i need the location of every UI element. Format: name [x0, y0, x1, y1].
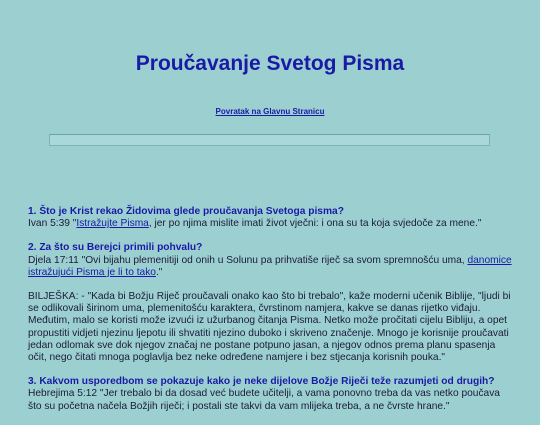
question-2: 2. Za što su Berejci primili pohvalu?	[28, 242, 203, 254]
home-link-container	[0, 107, 540, 116]
answer-2-link[interactable]: danomice istražujući Pisma je li to tako	[28, 254, 512, 278]
study-content	[28, 206, 514, 425]
divider	[49, 134, 490, 146]
question-1: 1. Što je Krist rekao Židovima glede proučavanja Svetoga pisma?	[28, 206, 344, 217]
question-block-3	[28, 376, 514, 413]
answer-1-prefix: Ivan 5:39 "	[28, 218, 77, 230]
note-block: BILJEŠKA: - "Kada bi Božju Riječ proučavali onako kao što bi trebalo", kaže moderni učenik Biblije, "ljudi bi se odlikovali širinom uma, plemenitošću karaktera, čvrstinom namjera, kakve se danas rijetko viđaju. Međutim, malo se koristi može izvući iz užurbanog čitanja Pisma. Netko može pročitati cijelu Bibliju, a opet propustiti vidjeti njezinu ljepotu ili shvatiti njezino duboko i skriveno značenje. Mnogo je korisnije proučavati jedan odlomak sve dok njegov značaj ne postane potpuno jasan, a njegov odnos prema planu spasenja očit, nego čitati mnoga poglavlja bez neke određene namjere i bez stjecanja korisnih pouka."	[28, 291, 511, 364]
page-title: Proučavanje Svetog Pisma	[135, 52, 405, 75]
answer-3: Hebrejima 5:12 "Jer trebalo bi da dosad već budete učitelji, a vama ponovno treba da vas netko poučava što su početna načela Božjih riječi; i postali ste takvi da vam mlijeka treba, a ne čvrste hrane."	[28, 388, 500, 412]
answer-1	[28, 218, 514, 230]
answer-1-link[interactable]: Istražujte Pisma	[76, 218, 149, 230]
home-link[interactable]: Povratak na Glavnu Stranicu	[215, 107, 325, 116]
question-block-1	[28, 206, 514, 230]
answer-1-suffix: , jer po njima mislite imati život vječni: i ona su ta koja svjedoče za mene."	[148, 218, 482, 230]
question-3: 3. Kakvom usporedbom se pokazuje kako je neke dijelove Božje Riječi teže razumjeti od drugih?	[28, 376, 495, 388]
answer-2-suffix: ."	[155, 266, 163, 278]
answer-2-prefix: Djela 17:11 "Ovi bijahu plemenitiji od onih u Solunu pa prihvatiše riječ sa svom spremnošću uma,	[28, 254, 468, 266]
question-block-2	[28, 242, 514, 279]
answer-2	[28, 255, 514, 279]
